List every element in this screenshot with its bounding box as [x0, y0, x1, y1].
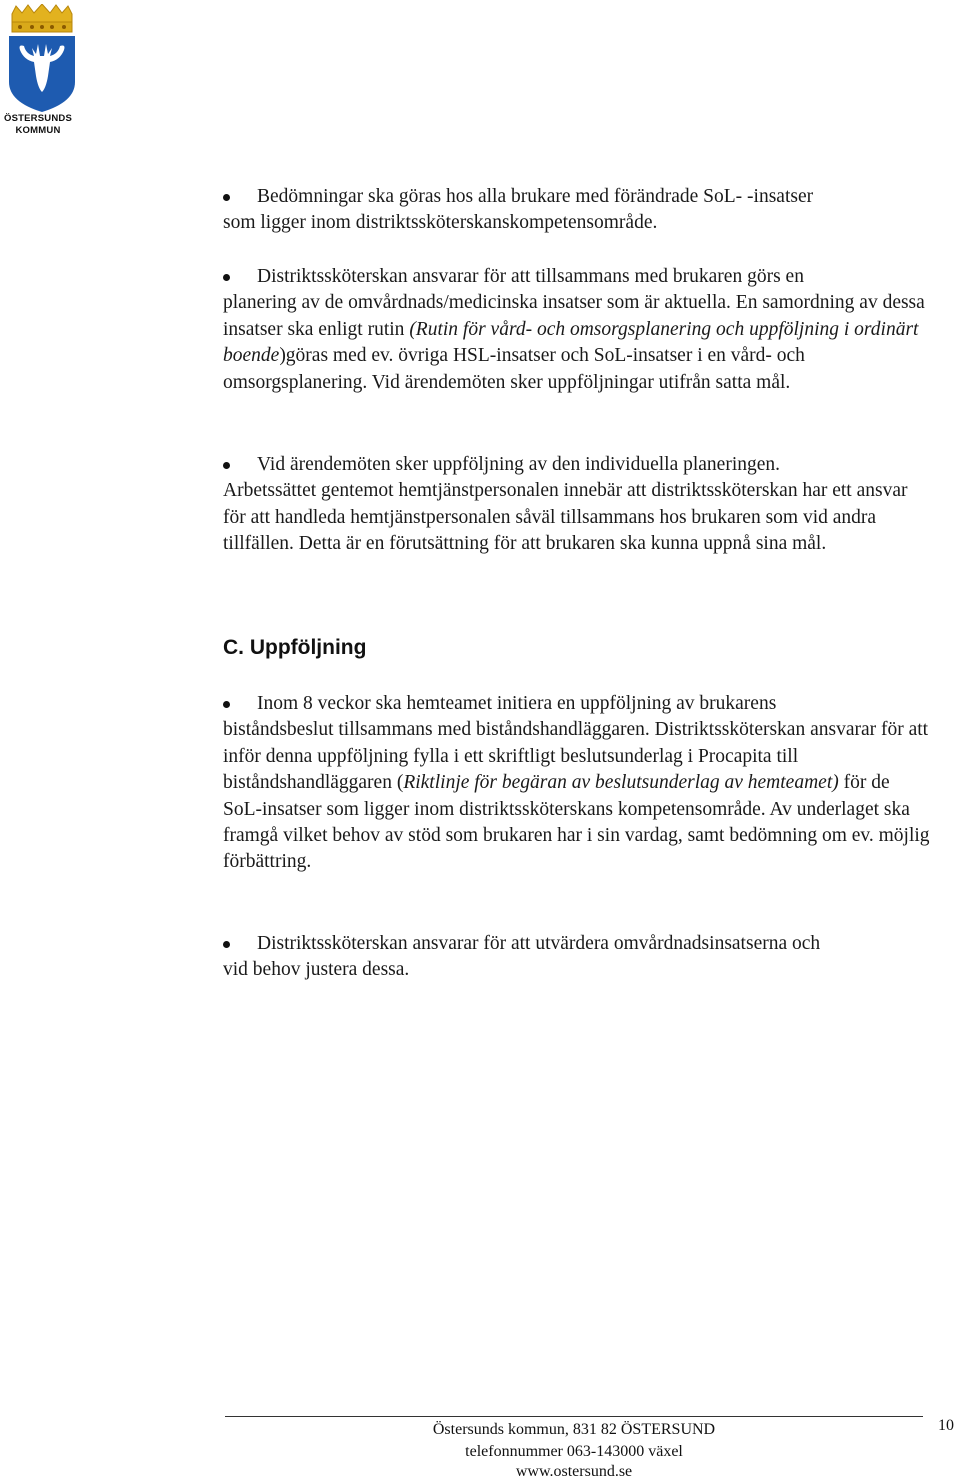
bullet-item-2: Distriktssköterskan ansvarar för att tillsammans med brukaren görs en planering av de omvårdnads/medicinska insatser som är aktuella. En samordning av dessa insatser ska enligt rutin (Rutin för vård- och omsorgsplanering och uppföljning i ordinärt boende)göras med ev. övriga HSL-insatser och SoL-insatser i en vård- och omsorgsplanering. Vid ärendemöten sker uppföljningar utifrån satta mål. — [223, 266, 925, 393]
page-number: 10 — [938, 1417, 954, 1434]
footer-address: Östersunds kommun, 831 82 ÖSTERSUND — [432, 1421, 716, 1438]
footer-divider — [225, 1416, 923, 1417]
bullet-item-5: Distriktssköterskan ansvarar för att utvärdera omvårdnadsinsatserna och vid behov justera dessa. — [223, 933, 821, 981]
bullet-item-3: Vid ärendemöten sker uppföljning av den individuella planeringen. Arbetssättet gentemot hemtjänstpersonalen innebär att distriktssköterskan har ett ansvar för att handleda hemtjänstpersonalen såväl tillsammans hos brukaren som vid andra tillfällen. Detta är en förutsättning för att brukaren ska kunna uppnå sina mål. — [223, 454, 908, 555]
section-heading: C. Uppföljning — [223, 636, 367, 659]
footer-phone: telefonnummer 063-143000 växel — [465, 1443, 683, 1460]
footer-website[interactable]: www.ostersund.se — [515, 1463, 633, 1480]
logo-text-line2: KOMMUN — [15, 125, 61, 136]
bullet-item-4: Inom 8 veckor ska hemteamet initiera en uppföljning av brukarens biståndsbeslut tillsammans med biståndshandläggaren. Distriktssköterskan ansvarar för att inför denna uppföljning fylla i ett skriftligt beslutsunderlag i Procapita till biståndshandläggaren (Riktlinje för begäran av beslutsunderlag av hemteamet) för de SoL-insatser som ligger inom distriktssköterskans kompetensområde. Av underlaget ska framgå vilket behov av stöd som brukaren har i sin vardag, samt bedömning om ev. möjlig förbättring. — [223, 693, 930, 873]
bullet-item-1: Bedömningar ska göras hos alla brukare med förändrade SoL- -insatser som ligger inom distriktssköterskanskompetensområde. — [223, 186, 814, 234]
logo-text-line1: ÖSTERSUNDS — [4, 113, 72, 124]
